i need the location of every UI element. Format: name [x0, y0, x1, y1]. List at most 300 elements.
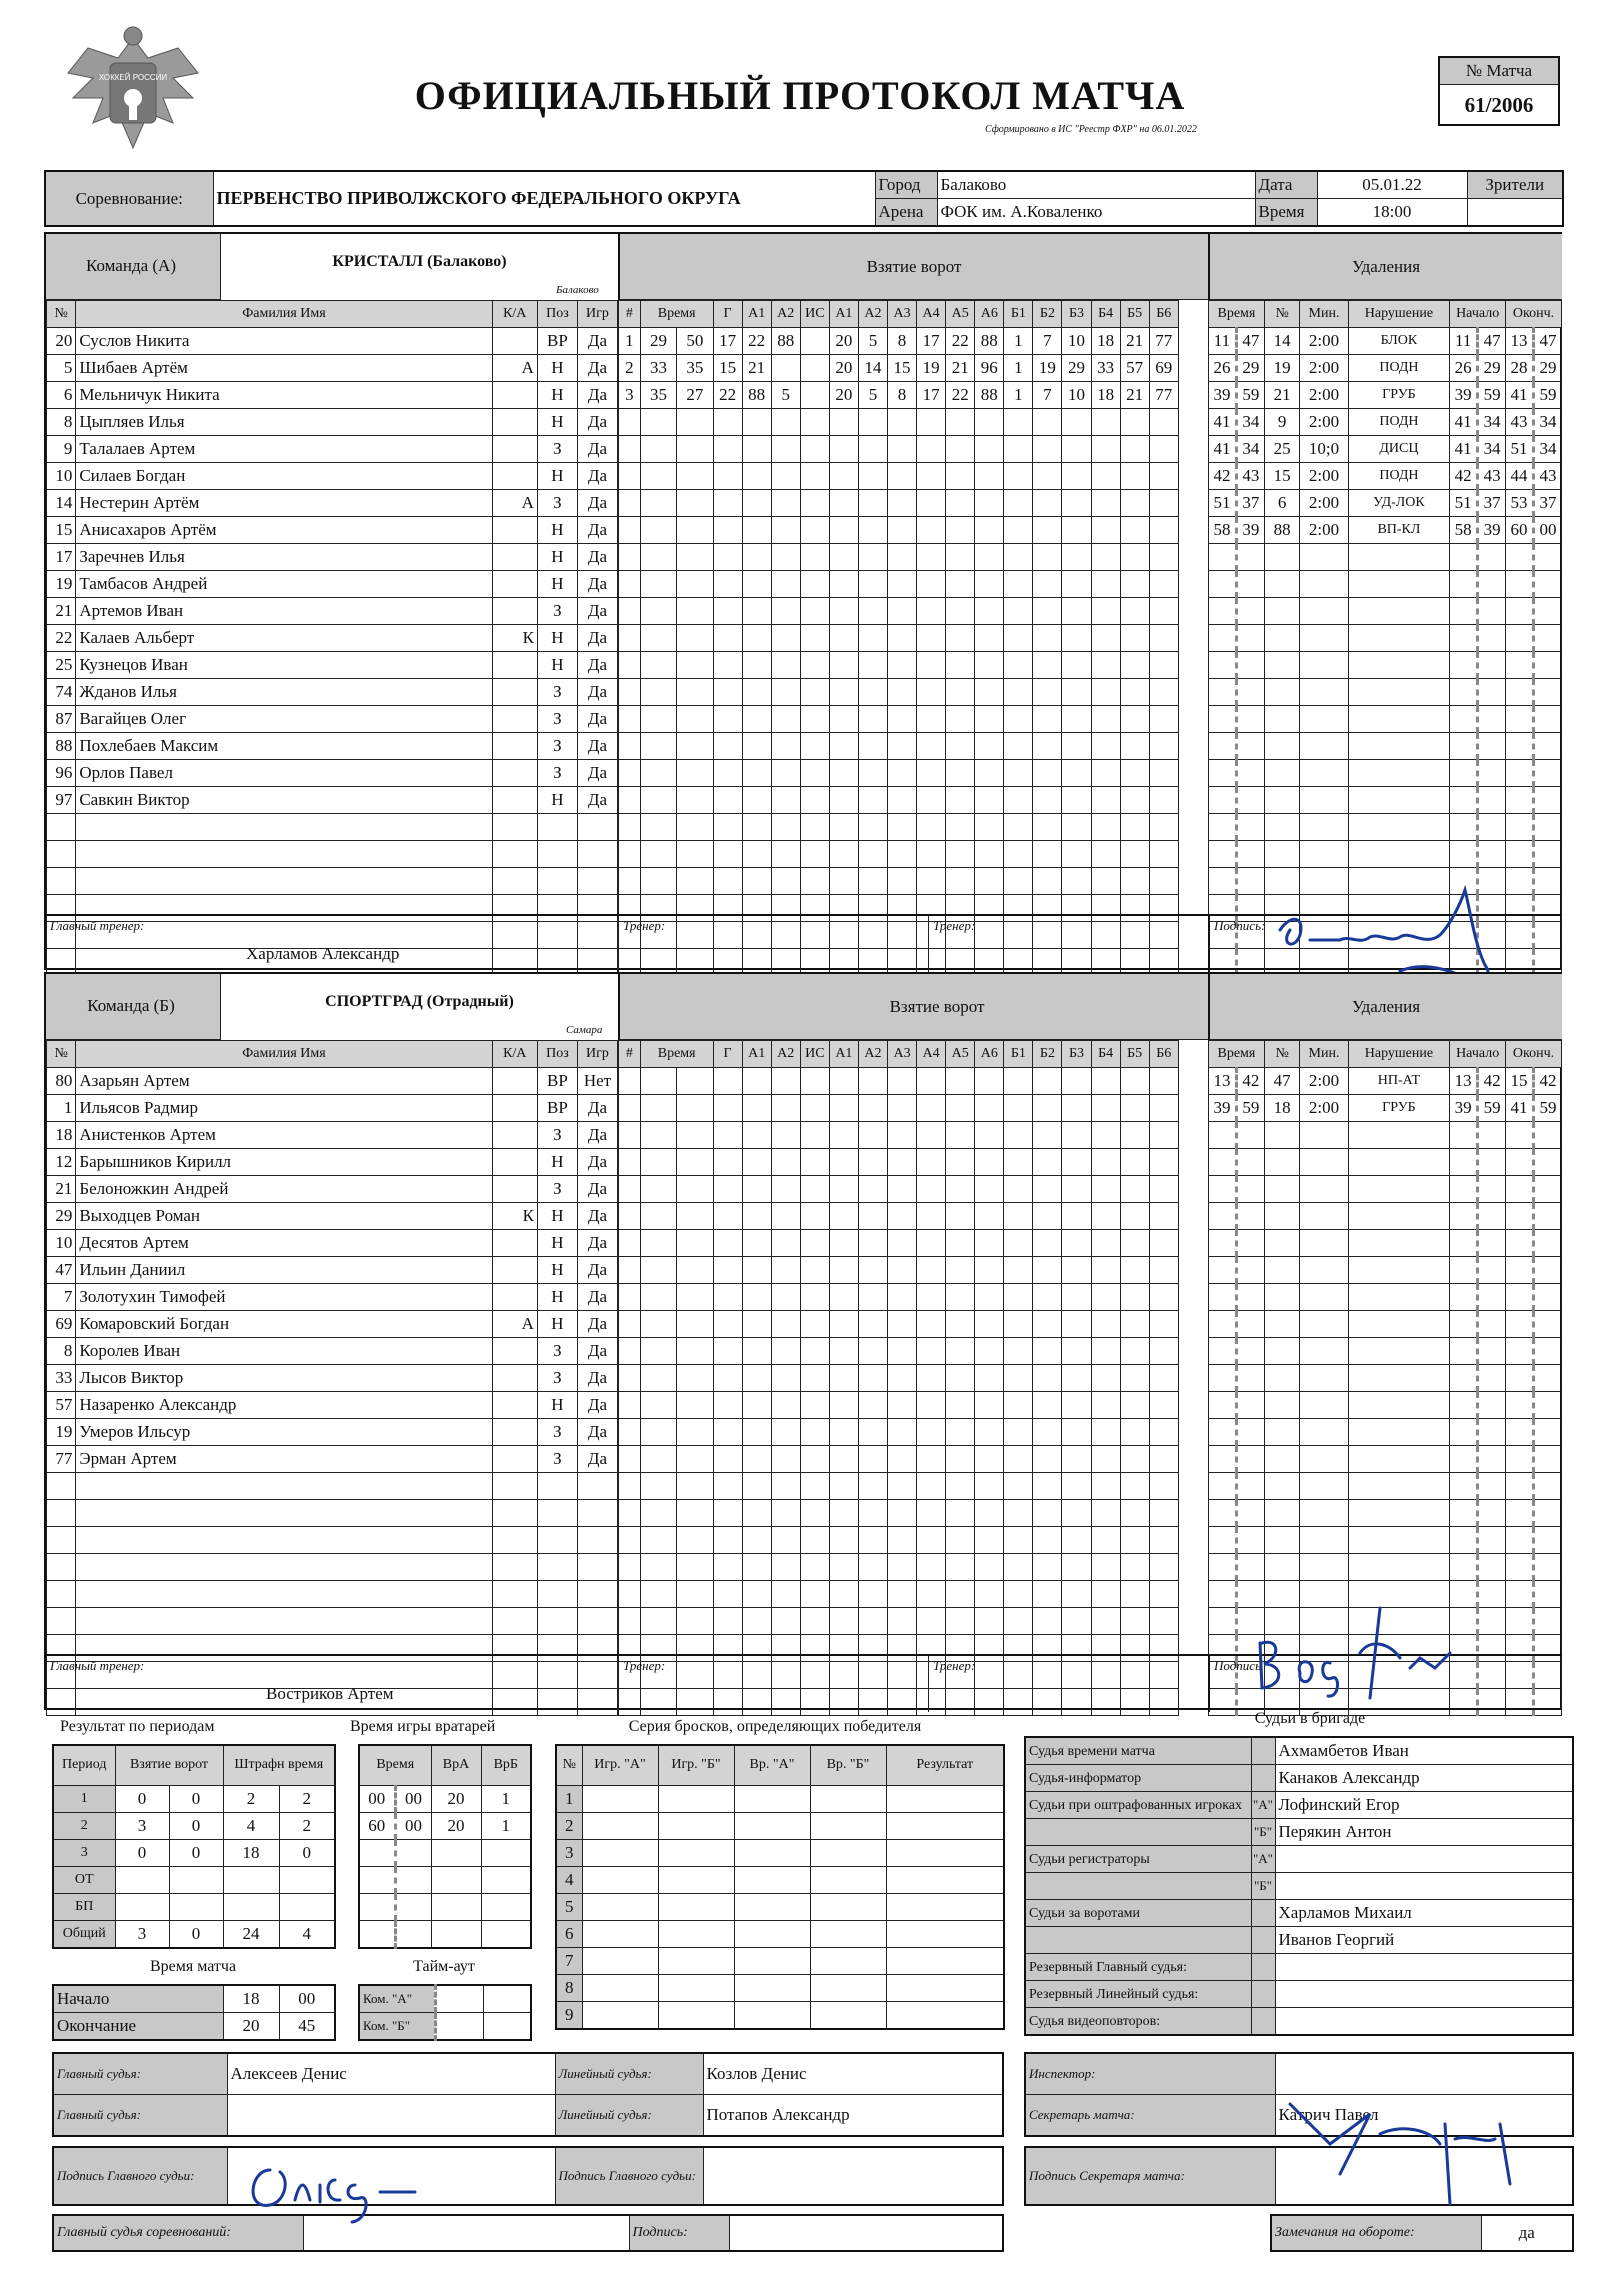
- pen-minutes: [1300, 1392, 1348, 1419]
- team-a-penalty-row: [1209, 787, 1562, 814]
- pen-time: [1209, 1122, 1237, 1149]
- pen-end: 43: [1506, 409, 1534, 436]
- player-played: Да: [577, 733, 617, 760]
- goal-cell: [713, 571, 742, 598]
- pen-time: [1209, 1338, 1237, 1365]
- pen-player: [1264, 733, 1300, 760]
- official-role: [1025, 1873, 1251, 1900]
- goal-cell: [858, 1230, 887, 1257]
- pen-end: [1506, 1473, 1534, 1500]
- goal-cell: [742, 1068, 771, 1095]
- pen-time: [1209, 1554, 1237, 1581]
- goal-cell: [888, 733, 917, 760]
- goal-cell: [1091, 1176, 1120, 1203]
- goal-cell: [800, 1392, 829, 1419]
- goal-cell: [917, 1311, 946, 1338]
- team-a-penalties: [1208, 300, 1562, 976]
- goal-number: [619, 1095, 641, 1122]
- goal-cell: [1091, 679, 1120, 706]
- goal-cell: [800, 652, 829, 679]
- team-a-penalty-row: [1209, 571, 1562, 598]
- remarks-value: да: [1481, 2215, 1573, 2251]
- pen-start: 37: [1478, 490, 1506, 517]
- goal-number: [619, 814, 641, 841]
- pen-time: [1209, 1365, 1237, 1392]
- goal-cell: [1120, 706, 1149, 733]
- player-name: [76, 1473, 492, 1500]
- goal-time: [640, 1284, 676, 1311]
- main-ref1-value: Алексеев Денис: [227, 2053, 555, 2095]
- period-value: 4: [279, 1920, 335, 1948]
- pen-end: [1506, 1257, 1534, 1284]
- pen-start: 43: [1478, 463, 1506, 490]
- goal-cell: [800, 544, 829, 571]
- goal-cell: 33: [1091, 355, 1120, 382]
- team-b-goal-row: [619, 1473, 1208, 1500]
- line-ref2-value: Потапов Александр: [703, 2095, 1003, 2137]
- goal-cell: [1004, 1527, 1033, 1554]
- player-name: [76, 1554, 492, 1581]
- line-ref1-value: Козлов Денис: [703, 2053, 1003, 2095]
- player-name: Золотухин Тимофей: [76, 1284, 492, 1311]
- team-b-head-coach: Востриков Артем: [266, 1684, 394, 1703]
- pen-violation: ПОДН: [1348, 355, 1450, 382]
- pen-player: [1264, 1122, 1300, 1149]
- goal-cell: [946, 841, 975, 868]
- goal-cell: [917, 1608, 946, 1635]
- goal-cell: [946, 1176, 975, 1203]
- match-end-label: Окончание: [53, 2013, 223, 2041]
- player-role: К: [492, 1203, 537, 1230]
- goal-cell: [946, 490, 975, 517]
- goal-cell: [1149, 625, 1178, 652]
- team-a-col-is: ИС: [800, 301, 829, 328]
- team-b-goal-row: [619, 1554, 1208, 1581]
- period-value: 3: [115, 1920, 169, 1948]
- date-value: 05.01.22: [1317, 171, 1467, 199]
- pen-start: [1478, 1500, 1506, 1527]
- arena-value: ФОК им. А.Коваленко: [937, 199, 1255, 227]
- goal-cell: [800, 706, 829, 733]
- goal-cell: [946, 1149, 975, 1176]
- goal-cell: 22: [742, 328, 771, 355]
- shootout-cell: [810, 1974, 886, 2001]
- goal-cell: [888, 1419, 917, 1446]
- goalie-cell: [395, 1920, 431, 1948]
- goalie-cell: 1: [481, 1785, 531, 1812]
- team-a-player-row: [47, 544, 618, 571]
- goal-cell: [713, 625, 742, 652]
- goal-cell: [1004, 1554, 1033, 1581]
- goal-cell: 7: [1033, 328, 1062, 355]
- player-position: [537, 814, 577, 841]
- player-number: 17: [47, 544, 76, 571]
- goal-cell: [946, 463, 975, 490]
- goal-cell: 22: [713, 382, 742, 409]
- pen-player: 6: [1264, 490, 1300, 517]
- goal-cell: [713, 1527, 742, 1554]
- pen-start: 34: [1478, 409, 1506, 436]
- official-side: [1251, 1981, 1275, 2008]
- pen-violation: УД-ЛОК: [1348, 490, 1450, 517]
- goal-cell: [1033, 1068, 1062, 1095]
- player-played: [577, 841, 617, 868]
- pen-player: [1264, 1311, 1300, 1338]
- goal-cell: [975, 1284, 1004, 1311]
- player-name: Ильин Даниил: [76, 1257, 492, 1284]
- team-a-col-onice-a4: А4: [917, 301, 946, 328]
- pen-violation: [1348, 706, 1450, 733]
- goal-time: [677, 733, 713, 760]
- goal-cell: [742, 679, 771, 706]
- goal-cell: [829, 1527, 858, 1554]
- pen-violation: [1348, 1338, 1450, 1365]
- pen-time: [1209, 1608, 1237, 1635]
- goal-cell: [888, 679, 917, 706]
- team-a-coach2-label: Тренер:: [928, 916, 1208, 972]
- goal-cell: [975, 571, 1004, 598]
- goal-cell: [771, 841, 800, 868]
- player-role: А: [492, 1311, 537, 1338]
- goal-cell: [1033, 490, 1062, 517]
- shootout-col: №: [556, 1745, 582, 1785]
- goal-cell: [1091, 1257, 1120, 1284]
- goal-cell: [713, 436, 742, 463]
- official-name: Лофинский Егор: [1275, 1792, 1573, 1819]
- goal-cell: [1062, 868, 1091, 895]
- goal-time: [677, 1338, 713, 1365]
- goal-cell: [771, 1338, 800, 1365]
- team-b-col-start: Начало: [1450, 1041, 1506, 1068]
- goal-cell: [975, 706, 1004, 733]
- player-name: Королев Иван: [76, 1338, 492, 1365]
- pen-player: 18: [1264, 1095, 1300, 1122]
- player-role: [492, 1149, 537, 1176]
- period-label: 2: [53, 1812, 115, 1839]
- pen-end: [1533, 1176, 1561, 1203]
- goal-cell: [829, 1365, 858, 1392]
- goal-cell: [1149, 1230, 1178, 1257]
- player-name: Барышников Кирилл: [76, 1149, 492, 1176]
- period-row: [53, 1785, 335, 1812]
- pen-start: [1450, 1176, 1478, 1203]
- pen-time: [1209, 814, 1237, 841]
- goal-cell: [917, 598, 946, 625]
- player-name: [76, 1500, 492, 1527]
- pen-start: 29: [1478, 355, 1506, 382]
- team-b-penalty-row: [1209, 1527, 1562, 1554]
- goal-time: [677, 625, 713, 652]
- goal-cell: [713, 490, 742, 517]
- goal-cell: [858, 1149, 887, 1176]
- goal-cell: [742, 1284, 771, 1311]
- player-number: 14: [47, 490, 76, 517]
- player-name: Выходцев Роман: [76, 1203, 492, 1230]
- player-name: [76, 1581, 492, 1608]
- goal-cell: [829, 1257, 858, 1284]
- goal-time: [677, 1392, 713, 1419]
- goal-cell: [1120, 1392, 1149, 1419]
- goal-cell: 20: [829, 355, 858, 382]
- goal-cell: [771, 1365, 800, 1392]
- team-b-goal-row: [619, 1149, 1208, 1176]
- player-name: Анисахаров Артём: [76, 517, 492, 544]
- time-label: Время: [1255, 199, 1317, 227]
- player-number: 12: [47, 1149, 76, 1176]
- pen-start: [1478, 1284, 1506, 1311]
- goal-cell: [917, 652, 946, 679]
- pen-minutes: [1300, 1338, 1348, 1365]
- team-a-penalty-row: [1209, 652, 1562, 679]
- pen-end: [1506, 652, 1534, 679]
- player-position: Н: [537, 1392, 577, 1419]
- team-b-goals: [618, 1040, 1208, 1716]
- pen-start: [1450, 1419, 1478, 1446]
- pen-violation: [1348, 1554, 1450, 1581]
- goal-cell: [1120, 679, 1149, 706]
- goal-cell: [917, 1095, 946, 1122]
- pen-minutes: [1300, 571, 1348, 598]
- pen-time: [1236, 571, 1264, 598]
- timeout-title: Тайм-аут: [413, 1958, 475, 1975]
- goal-cell: [1091, 760, 1120, 787]
- goal-number: [619, 706, 641, 733]
- team-b-player-row: [47, 1419, 618, 1446]
- goal-cell: 1: [1004, 355, 1033, 382]
- team-a-goal-row: [619, 328, 1208, 355]
- goal-cell: [1004, 463, 1033, 490]
- shootout-row: [556, 1893, 1004, 1920]
- goal-cell: [771, 652, 800, 679]
- goal-cell: [1033, 544, 1062, 571]
- player-number: 87: [47, 706, 76, 733]
- goal-cell: [742, 544, 771, 571]
- team-a-coach1-label: Тренер:: [618, 916, 938, 972]
- pen-time: [1209, 571, 1237, 598]
- pen-player: [1264, 544, 1300, 571]
- goal-cell: [1091, 1446, 1120, 1473]
- goal-time: [677, 1122, 713, 1149]
- goal-cell: [1091, 1203, 1120, 1230]
- player-role: [492, 868, 537, 895]
- period-value: [169, 1893, 223, 1920]
- goal-cell: [800, 841, 829, 868]
- goalie-cell: [481, 1839, 531, 1866]
- goal-number: [619, 679, 641, 706]
- referees-table: [52, 2052, 1004, 2137]
- goal-cell: [1062, 679, 1091, 706]
- team-a-goal-row: [619, 463, 1208, 490]
- goal-time: 27: [677, 382, 713, 409]
- pen-start: [1450, 706, 1478, 733]
- goal-cell: [742, 1257, 771, 1284]
- player-played: Да: [577, 598, 617, 625]
- team-b-col-goal-no: #: [619, 1041, 641, 1068]
- sign-secretary-label: Подпись Секретаря матча:: [1025, 2147, 1275, 2205]
- pen-time: 26: [1209, 355, 1237, 382]
- shootout-cell: [734, 1866, 810, 1893]
- team-a-player-row: [47, 598, 618, 625]
- goal-cell: [975, 1581, 1004, 1608]
- pen-end: [1506, 1149, 1534, 1176]
- goal-cell: [1091, 1122, 1120, 1149]
- team-b-penalty-row: [1209, 1284, 1562, 1311]
- pen-violation: [1348, 1149, 1450, 1176]
- pen-end: [1506, 1500, 1534, 1527]
- shootout-cell: [658, 2001, 734, 2029]
- player-number: 10: [47, 1230, 76, 1257]
- shootout-number: 8: [556, 1974, 582, 2001]
- player-name: Тамбасов Андрей: [76, 571, 492, 598]
- goal-time: 29: [640, 328, 676, 355]
- pen-end: [1533, 1473, 1561, 1500]
- goal-cell: [975, 625, 1004, 652]
- goal-cell: [742, 706, 771, 733]
- goal-cell: [917, 571, 946, 598]
- pen-violation: [1348, 1311, 1450, 1338]
- goal-cell: [829, 1176, 858, 1203]
- pen-end: [1533, 814, 1561, 841]
- pen-end: [1506, 1284, 1534, 1311]
- team-b-col-onice-b6: Б6: [1149, 1041, 1178, 1068]
- player-number: 57: [47, 1392, 76, 1419]
- shootout-cell: [734, 1920, 810, 1947]
- goal-cell: [946, 1608, 975, 1635]
- goal-cell: [1120, 1230, 1149, 1257]
- goal-cell: [1120, 652, 1149, 679]
- goal-number: [619, 517, 641, 544]
- player-name: [76, 814, 492, 841]
- goal-cell: [1120, 733, 1149, 760]
- team-b-penalty-row: [1209, 1473, 1562, 1500]
- goal-cell: 29: [1062, 355, 1091, 382]
- pen-time: [1236, 706, 1264, 733]
- pen-start: 41: [1450, 436, 1478, 463]
- goal-cell: [742, 1338, 771, 1365]
- pen-player: [1264, 1392, 1300, 1419]
- goal-cell: [975, 1095, 1004, 1122]
- player-played: Да: [577, 463, 617, 490]
- pen-violation: [1348, 1500, 1450, 1527]
- goal-cell: [1149, 814, 1178, 841]
- goal-number: [619, 868, 641, 895]
- shootout-cell: [810, 1947, 886, 1974]
- pen-end: 59: [1533, 1095, 1561, 1122]
- goal-cell: [829, 868, 858, 895]
- team-a-col-name: Фамилия Имя: [76, 301, 492, 328]
- team-a-player-row: [47, 328, 618, 355]
- goal-cell: [1120, 1284, 1149, 1311]
- goal-cell: [829, 1554, 858, 1581]
- goal-cell: [1091, 1284, 1120, 1311]
- goal-time: [677, 571, 713, 598]
- goal-cell: 21: [946, 355, 975, 382]
- goal-cell: [742, 490, 771, 517]
- shootout-row: [556, 1785, 1004, 1812]
- goal-cell: [1062, 1284, 1091, 1311]
- goal-cell: [1004, 625, 1033, 652]
- shootout-number: 2: [556, 1812, 582, 1839]
- shootout-col: Вр. "Б": [810, 1745, 886, 1785]
- pen-minutes: [1300, 1230, 1348, 1257]
- pen-player: [1264, 1284, 1300, 1311]
- official-role: Судья времени матча: [1025, 1737, 1251, 1765]
- pen-end: [1533, 1392, 1561, 1419]
- player-number: 10: [47, 463, 76, 490]
- player-role: [492, 1284, 537, 1311]
- goal-cell: 15: [713, 355, 742, 382]
- goal-cell: [742, 625, 771, 652]
- goal-cell: 1: [1004, 328, 1033, 355]
- pen-player: [1264, 841, 1300, 868]
- goal-time: [640, 841, 676, 868]
- pen-violation: ДИСЦ: [1348, 436, 1450, 463]
- pen-start: [1478, 841, 1506, 868]
- official-row: [1025, 1981, 1573, 2008]
- player-position: Н: [537, 787, 577, 814]
- goal-cell: [1062, 1176, 1091, 1203]
- pen-end: [1506, 706, 1534, 733]
- team-b-goal-row: [619, 1365, 1208, 1392]
- goal-cell: [1004, 1095, 1033, 1122]
- goal-cell: [800, 1203, 829, 1230]
- goal-time: [640, 1473, 676, 1500]
- pen-start: [1478, 652, 1506, 679]
- player-name: Цыпляев Илья: [76, 409, 492, 436]
- team-b-goal-row: [619, 1257, 1208, 1284]
- goal-cell: [1062, 1257, 1091, 1284]
- goal-time: [677, 1257, 713, 1284]
- goal-cell: [1091, 1230, 1120, 1257]
- goal-cell: [829, 652, 858, 679]
- goal-cell: [946, 868, 975, 895]
- goal-cell: [713, 652, 742, 679]
- official-role: Судьи регистраторы: [1025, 1846, 1251, 1873]
- goal-number: [619, 544, 641, 571]
- goalie-cell: [481, 1866, 531, 1893]
- player-name: Савкин Виктор: [76, 787, 492, 814]
- goal-time: [640, 625, 676, 652]
- player-position: З: [537, 760, 577, 787]
- pen-end: [1533, 1284, 1561, 1311]
- col-goalie-b: ВрБ: [481, 1745, 531, 1785]
- player-played: [577, 1581, 617, 1608]
- pen-end: 41: [1506, 382, 1534, 409]
- team-a-penalty-row: [1209, 733, 1562, 760]
- goal-cell: 88: [975, 328, 1004, 355]
- player-played: Да: [577, 1176, 617, 1203]
- goalie-time-title: Время игры вратарей: [350, 1718, 496, 1735]
- main-ref2-label: Главный судья:: [53, 2095, 227, 2137]
- goal-cell: [1091, 868, 1120, 895]
- goal-cell: [888, 1338, 917, 1365]
- sign-main-ref-label: Подпись Главного судьи:: [53, 2147, 227, 2205]
- goal-cell: [1062, 1203, 1091, 1230]
- player-number: 29: [47, 1203, 76, 1230]
- goal-cell: [713, 868, 742, 895]
- goal-cell: [742, 1122, 771, 1149]
- official-side: [1251, 1927, 1275, 1954]
- goal-number: [619, 652, 641, 679]
- pen-start: [1450, 679, 1478, 706]
- goal-cell: 18: [1091, 328, 1120, 355]
- goal-cell: [1062, 625, 1091, 652]
- goal-cell: [1091, 1608, 1120, 1635]
- player-position: [537, 1527, 577, 1554]
- pen-violation: ГРУБ: [1348, 1095, 1450, 1122]
- official-role: Судья-информатор: [1025, 1765, 1251, 1792]
- official-role: Судья видеоповторов:: [1025, 2008, 1251, 2036]
